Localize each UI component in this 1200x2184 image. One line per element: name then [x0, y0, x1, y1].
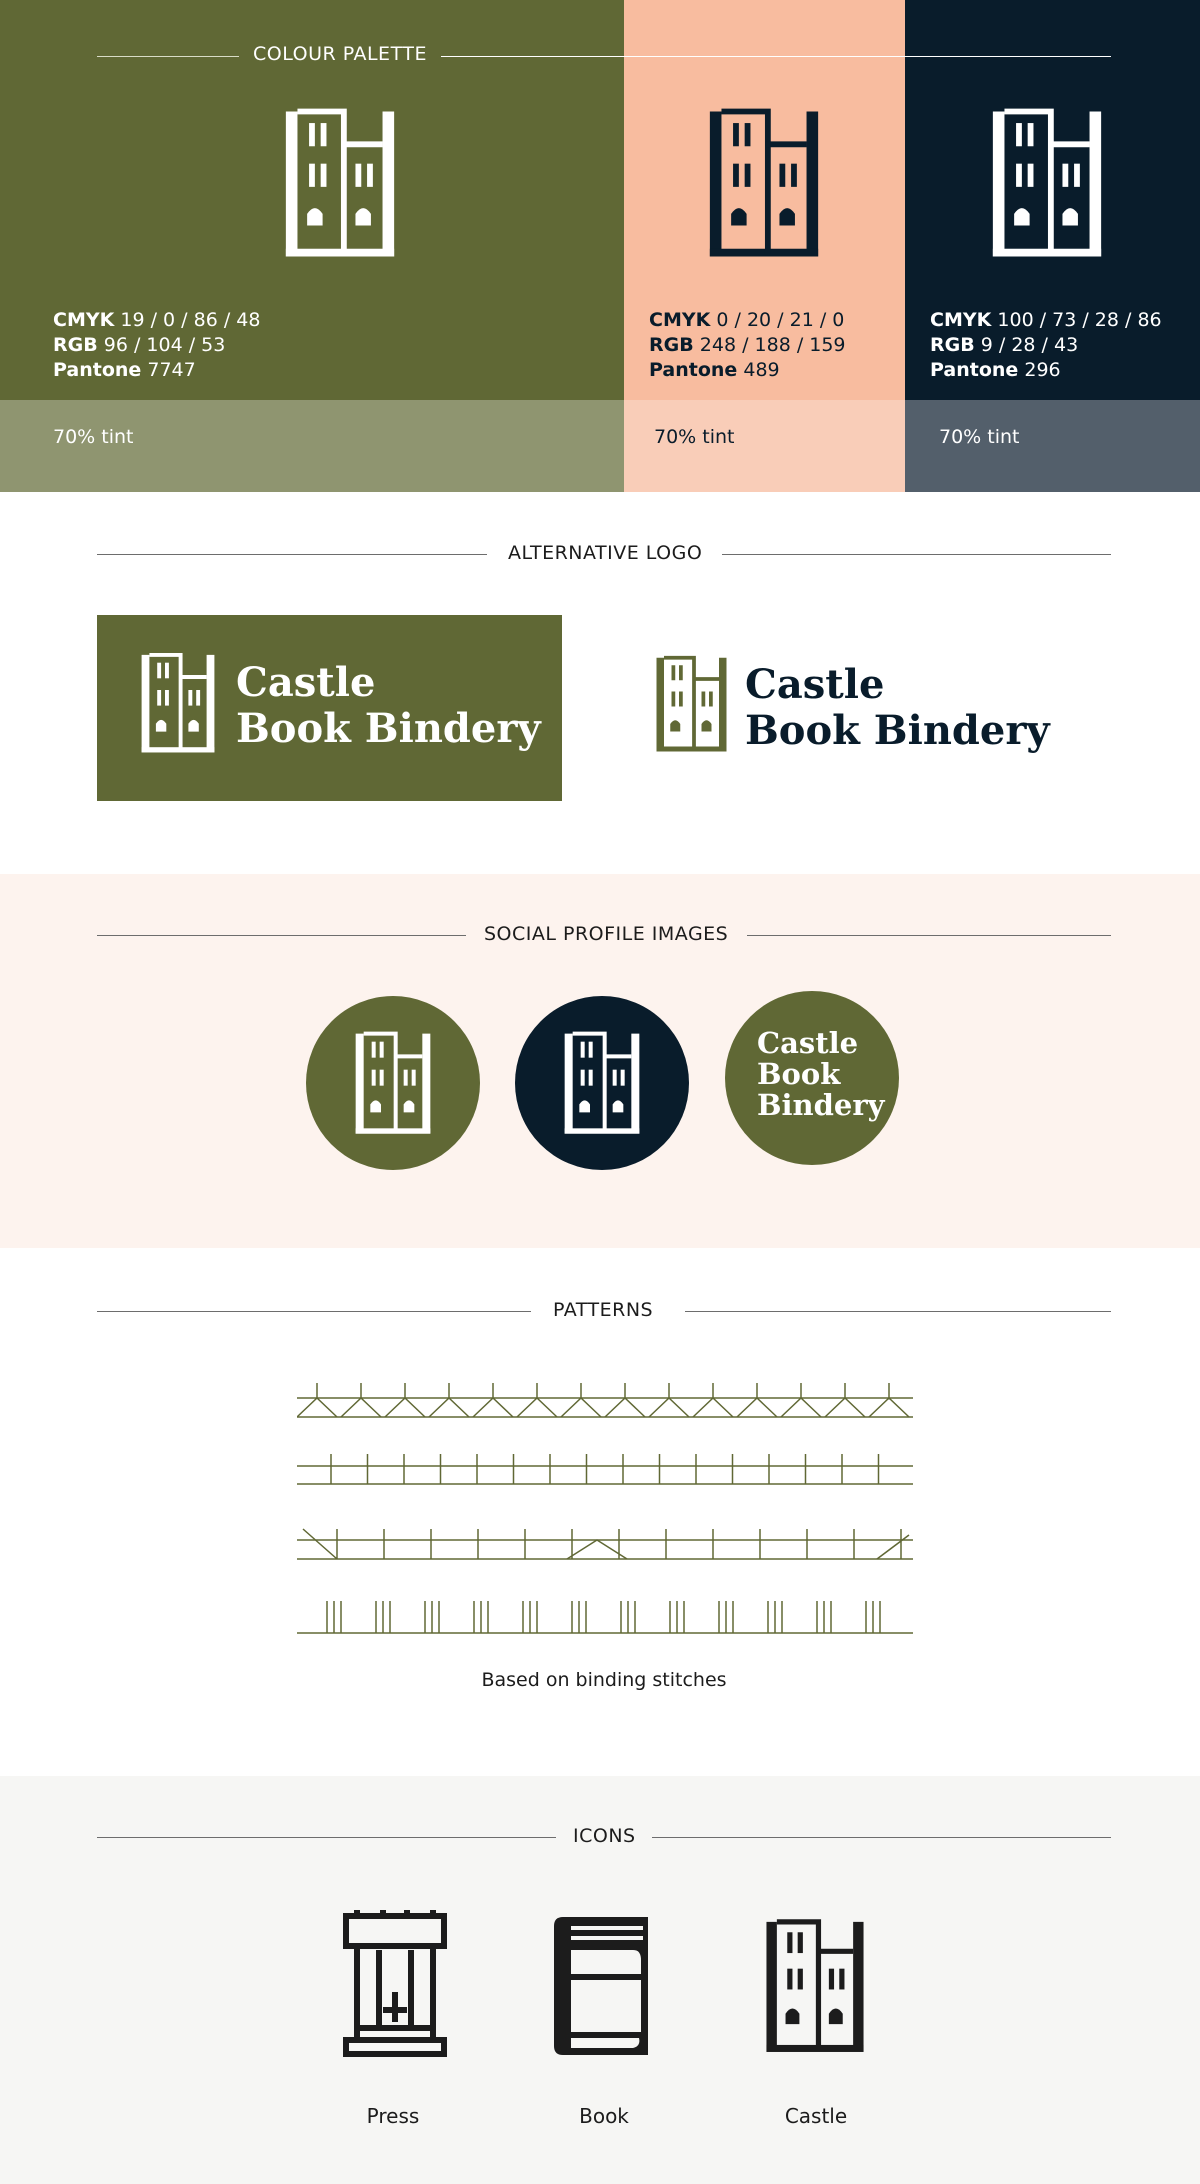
icons-heading: ICONS — [573, 1825, 636, 1847]
castle-icon — [989, 103, 1105, 263]
alt-logo-heading: ALTERNATIVE LOGO — [508, 542, 703, 564]
section-rule — [652, 1837, 1111, 1838]
palette-rule-right — [441, 56, 1111, 57]
section-rule — [97, 935, 466, 936]
stitch-pattern-1 — [297, 1381, 913, 1421]
tint-label: 70% tint — [654, 426, 735, 448]
logo-wordmark: Castle Book Bindery — [745, 661, 1050, 754]
castle-icon — [353, 1027, 433, 1139]
castle-icon — [562, 1027, 642, 1139]
social-wordmark: Castle Book Bindery — [757, 1026, 885, 1122]
palette-heading: COLOUR PALETTE — [253, 43, 427, 65]
section-rule — [747, 935, 1111, 936]
castle-icon — [139, 650, 217, 756]
icon-label-book: Book — [579, 2104, 629, 2128]
stitch-pattern-3 — [297, 1525, 913, 1565]
castle-icon — [763, 1914, 867, 2058]
section-rule — [722, 554, 1111, 555]
section-rule — [97, 554, 487, 555]
spec-navy: CMYK 100 / 73 / 28 / 86 RGB 9 / 28 / 43 Pantone 296 — [930, 309, 1162, 381]
tint-label: 70% tint — [53, 426, 134, 448]
spec-olive: CMYK 19 / 0 / 86 / 48 RGB 96 / 104 / 53 Pantone 7747 — [53, 309, 261, 381]
stitch-pattern-4 — [297, 1595, 913, 1635]
section-rule — [685, 1311, 1111, 1312]
press-icon — [343, 1910, 447, 2058]
patterns-heading: PATTERNS — [553, 1299, 654, 1321]
section-rule — [97, 1311, 531, 1312]
logo-wordmark: Castle Book Bindery — [236, 659, 541, 752]
section-rule — [97, 1837, 556, 1838]
tint-label: 70% tint — [939, 426, 1020, 448]
book-icon — [551, 1914, 651, 2058]
icon-label-castle: Castle — [784, 2104, 848, 2128]
palette-rule-left — [97, 56, 239, 57]
social-heading: SOCIAL PROFILE IMAGES — [484, 923, 729, 945]
castle-icon — [654, 652, 729, 756]
castle-icon — [706, 103, 822, 263]
icon-label-press: Press — [366, 2104, 420, 2128]
spec-peach: CMYK 0 / 20 / 21 / 0 RGB 248 / 188 / 159 Pantone 489 — [649, 309, 846, 381]
patterns-caption: Based on binding stitches — [481, 1669, 727, 1691]
castle-icon — [282, 103, 398, 263]
stitch-pattern-2 — [297, 1454, 913, 1494]
